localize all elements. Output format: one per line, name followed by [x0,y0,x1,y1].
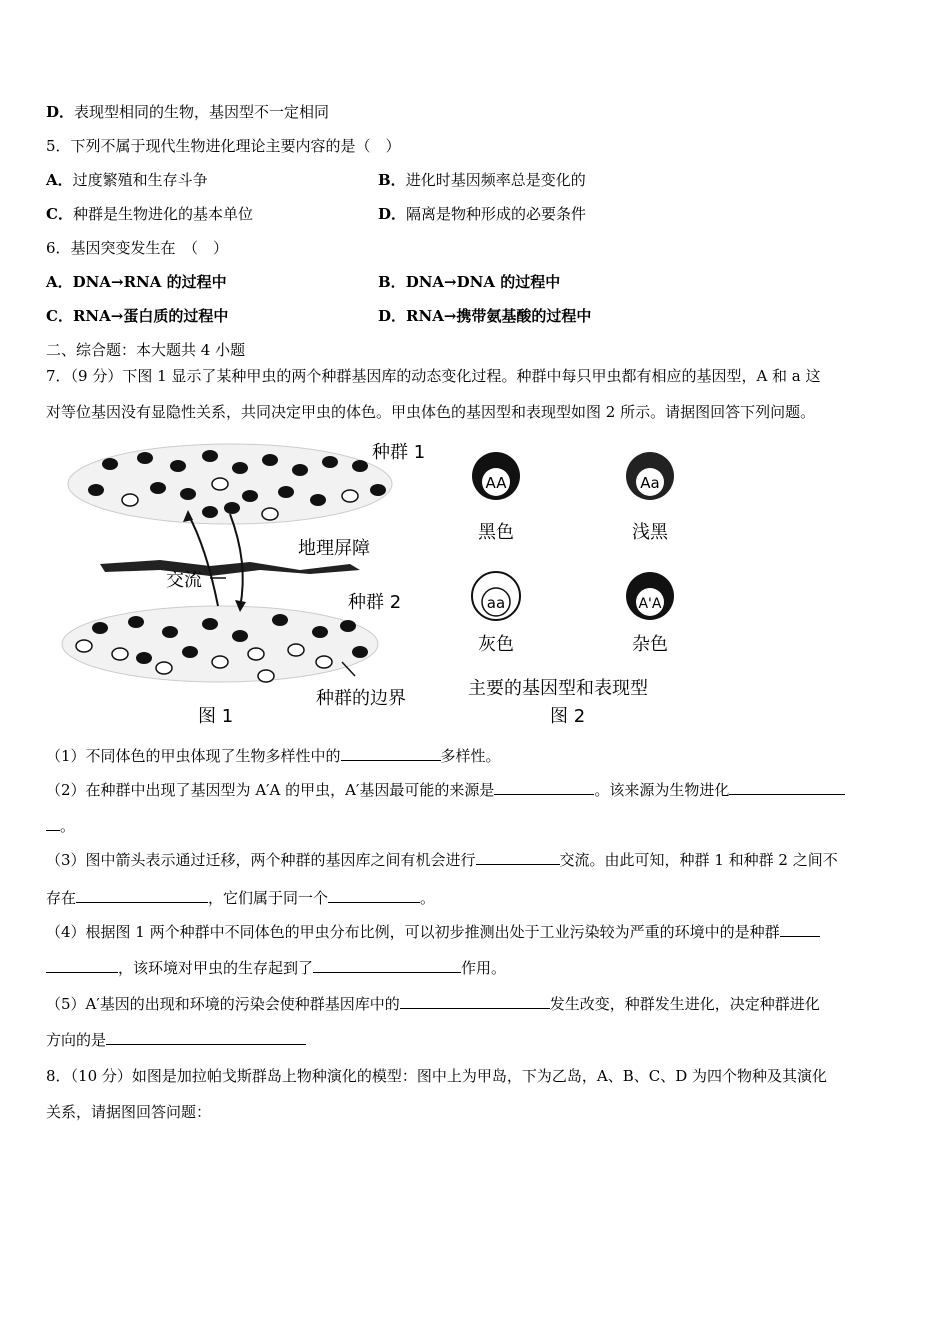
answer-blank[interactable] [780,922,820,937]
option-text: 隔离是物种形成的必要条件 [406,205,587,223]
sub-text: （4）根据图 1 两个种群中不同体色的甲虫分布比例，可以初步推测出处于工业污染较为严重的环境中的是种群 [46,923,780,941]
genotype-label: Aa [640,474,660,492]
q7-sub5-cont [46,1030,306,1050]
phenotype-label: 黑色 [478,522,514,543]
sub-text: 交流。由此可知，种群 1 和种群 2 之间不 [559,851,838,869]
beetle-aa-light-black [626,452,674,543]
sub-text: （3）图中箭头表示通过迁移，两个种群的基因库之间有机会进行 [46,851,476,869]
q8-line1: 8．（10 分）如图是加拉帕戈斯群岛上物种演化的模型：图中上为甲岛，下为乙岛，A、B、C、D 为四个物种及其演化 [46,1067,828,1085]
sub-text: （1）不同体色的甲虫体现了生物多样性中的 [46,747,341,765]
sub-text: 存在 [46,889,77,907]
answer-blank[interactable] [76,888,208,903]
barrier-shape [100,560,360,576]
genotype-label: AA [485,474,507,492]
answer-blank[interactable] [494,780,594,795]
option-text: 种群是生物进化的基本单位 [72,205,253,223]
label-population-2: 种群 2 [348,592,402,613]
beetle-a-prime-a-mixed [626,572,674,655]
phenotype-label: 杂色 [632,634,668,655]
answer-blank[interactable] [476,850,560,865]
arrow-up [188,514,218,606]
phenotype-label: 浅黑 [632,522,668,543]
q7-intro-line1: 7．（9 分）下图 1 显示了某种甲虫的两个种群基因库的动态变化过程。种群中每只甲虫都有相应的基因型，A 和 a 这 [46,367,821,385]
option-text: 过度繁殖和生存斗争 [72,171,208,189]
q5-options-row1 [46,170,906,190]
label-population-1: 种群 1 [372,442,426,463]
q7-sub2-cont [46,816,75,836]
label-barrier: 地理屏障 [298,538,370,559]
answer-blank[interactable] [106,1030,306,1045]
sub-text: 。 [60,817,76,835]
option-text: DNA→RNA 的过程中 [72,273,227,291]
beetle-aa-black [472,452,520,543]
option-text: 表现型相同的生物，基因型不一定相同 [74,103,330,121]
answer-blank[interactable] [313,958,461,973]
sub-text: ，它们属于同一个 [208,889,329,907]
option-label: D． [46,103,75,121]
q7-sub3-cont [46,888,435,908]
sub-text: 。该来源为生物进化 [594,781,730,799]
option-label: C． [46,205,73,223]
q5-stem: 5．下列不属于现代生物进化理论主要内容的是（ ） [46,137,401,155]
q6-options-row1 [46,272,906,292]
section-heading: 二、综合题：本大题共 4 小题 [46,341,246,359]
q7-sub1 [46,746,501,766]
sub-text: 。 [420,889,436,907]
q7-figure [60,436,710,736]
sub-text: 发生改变，种群发生进化，决定种群进化 [549,995,820,1013]
q5-options-row2 [46,204,906,224]
option-label: D． [378,205,407,223]
beetle-aa-gray [472,572,520,655]
sub-text: 作用。 [461,959,507,977]
sub-text: （5）A′基因的出现和环境的污染会使种群基因库中的 [46,995,400,1013]
option-text: DNA→DNA 的过程中 [405,273,561,291]
option-label: D． [378,307,407,325]
sub-text: 方向的是 [46,1031,107,1049]
q7-sub4 [46,922,820,942]
option-label: A． [46,273,73,291]
genotype-label: aa [486,594,506,612]
label-fig1: 图 1 [198,706,234,727]
q7-sub4-cont [46,958,506,978]
label-boundary: 种群的边界 [316,688,406,709]
answer-blank[interactable] [46,958,118,973]
option-text: 进化时基因频率总是变化的 [405,171,586,189]
answer-blank[interactable] [328,888,420,903]
q8-line2: 关系，请据图回答问题： [46,1103,212,1121]
q7-sub5 [46,994,820,1014]
option-text: RNA→携带氨基酸的过程中 [406,307,592,325]
answer-blank[interactable] [400,994,550,1009]
q7-sub2 [46,780,845,800]
phenotype-label: 灰色 [478,634,514,655]
option-label: A． [46,171,73,189]
option-label: C． [46,307,73,325]
q7-intro-line2: 对等位基因没有显隐性关系，共同决定甲虫的体色。甲虫体色的基因型和表现型如图 2 所示。请据图回答下列问题。 [46,403,816,421]
genotype-label: A'A [638,596,662,612]
label-exchange: 交流 [166,570,202,591]
population-2-area [62,606,378,682]
q7-sub3 [46,850,838,870]
sub-text: ，该环境对甲虫的生存起到了 [118,959,314,977]
sub-text: （2）在种群中出现了基因型为 A′A 的甲虫，A′基因最可能的来源是 [46,781,495,799]
q4-option-d [46,102,329,122]
answer-blank[interactable] [46,816,60,831]
sub-text: 多样性。 [440,747,501,765]
label-fig2-title: 主要的基因型和表现型 [468,678,648,699]
answer-blank[interactable] [729,780,845,795]
q6-stem: 6．基因突变发生在 （ ） [46,239,229,257]
q6-options-row2 [46,306,906,326]
option-label: B． [378,273,406,291]
arrow-down [230,514,243,608]
option-label: B． [378,171,406,189]
label-fig2: 图 2 [550,706,586,727]
option-text: RNA→蛋白质的过程中 [72,307,229,325]
answer-blank[interactable] [341,746,441,761]
